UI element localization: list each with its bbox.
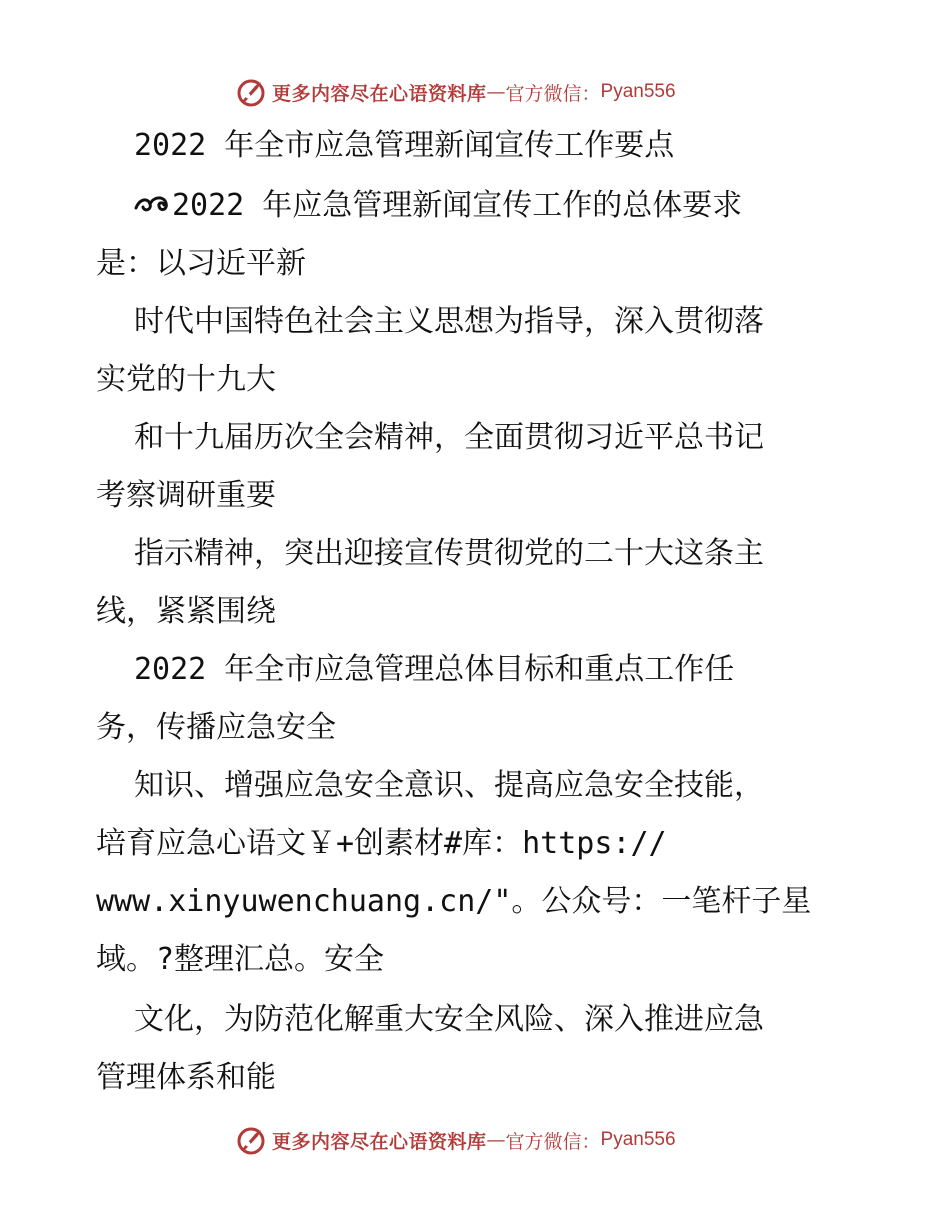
text-line-8: 线，紧紧围绕 bbox=[96, 594, 276, 629]
header-banner bbox=[0, 72, 950, 112]
text-line-6: 考察调研重要 bbox=[96, 478, 276, 513]
text-line-1-content: 2022 年应急管理新闻宣传工作的总体要求 bbox=[172, 188, 743, 223]
text-line-3: 时代中国特色社会主义思想为指导，深入贯彻落 bbox=[134, 304, 764, 339]
text-line-1 bbox=[134, 186, 742, 226]
swirl-bullet-icon bbox=[134, 192, 172, 218]
text-line-4: 实党的十九大 bbox=[96, 362, 276, 397]
footer-banner bbox=[0, 1120, 950, 1160]
pen-circle-logo-icon bbox=[236, 76, 268, 108]
banner-title: 更多内容尽在心语资料库 bbox=[272, 1130, 487, 1153]
text-line-7: 指示精神，突出迎接宣传贯彻党的二十大这条主 bbox=[134, 536, 764, 571]
banner-wechat-label: 官方微信： bbox=[505, 1130, 601, 1153]
text-line-9: 2022 年全市应急管理总体目标和重点工作任 bbox=[134, 652, 735, 687]
banner-wechat-id: Pyan556 bbox=[600, 81, 676, 102]
text-line-14: 域。?整理汇总。安全 bbox=[96, 942, 385, 977]
banner-wechat-label: 官方微信： bbox=[505, 82, 601, 105]
text-line-12: 培育应急心语文￥+创素材#库：https:// bbox=[96, 826, 667, 861]
banner-wechat-id: Pyan556 bbox=[600, 1129, 676, 1150]
text-line-11: 知识、增强应急安全意识、提高应急安全技能， bbox=[134, 768, 764, 803]
banner-dash: — bbox=[486, 81, 506, 103]
pen-circle-logo-icon bbox=[236, 1124, 268, 1156]
text-line-16: 管理体系和能 bbox=[96, 1060, 276, 1095]
banner-dash: — bbox=[486, 1129, 506, 1151]
banner-title: 更多内容尽在心语资料库 bbox=[272, 82, 487, 105]
text-line-5: 和十九届历次全会精神，全面贯彻习近平总书记 bbox=[134, 420, 764, 455]
text-line-15: 文化，为防范化解重大安全风险、深入推进应急 bbox=[134, 1002, 764, 1037]
text-line-13: www.xinyuwenchuang.cn/"。公众号：一笔杆子星 bbox=[96, 884, 812, 919]
document-title: 2022 年全市应急管理新闻宣传工作要点 bbox=[134, 128, 675, 163]
text-line-10: 务，传播应急安全 bbox=[96, 710, 336, 745]
text-line-2: 是：以习近平新 bbox=[96, 246, 306, 281]
